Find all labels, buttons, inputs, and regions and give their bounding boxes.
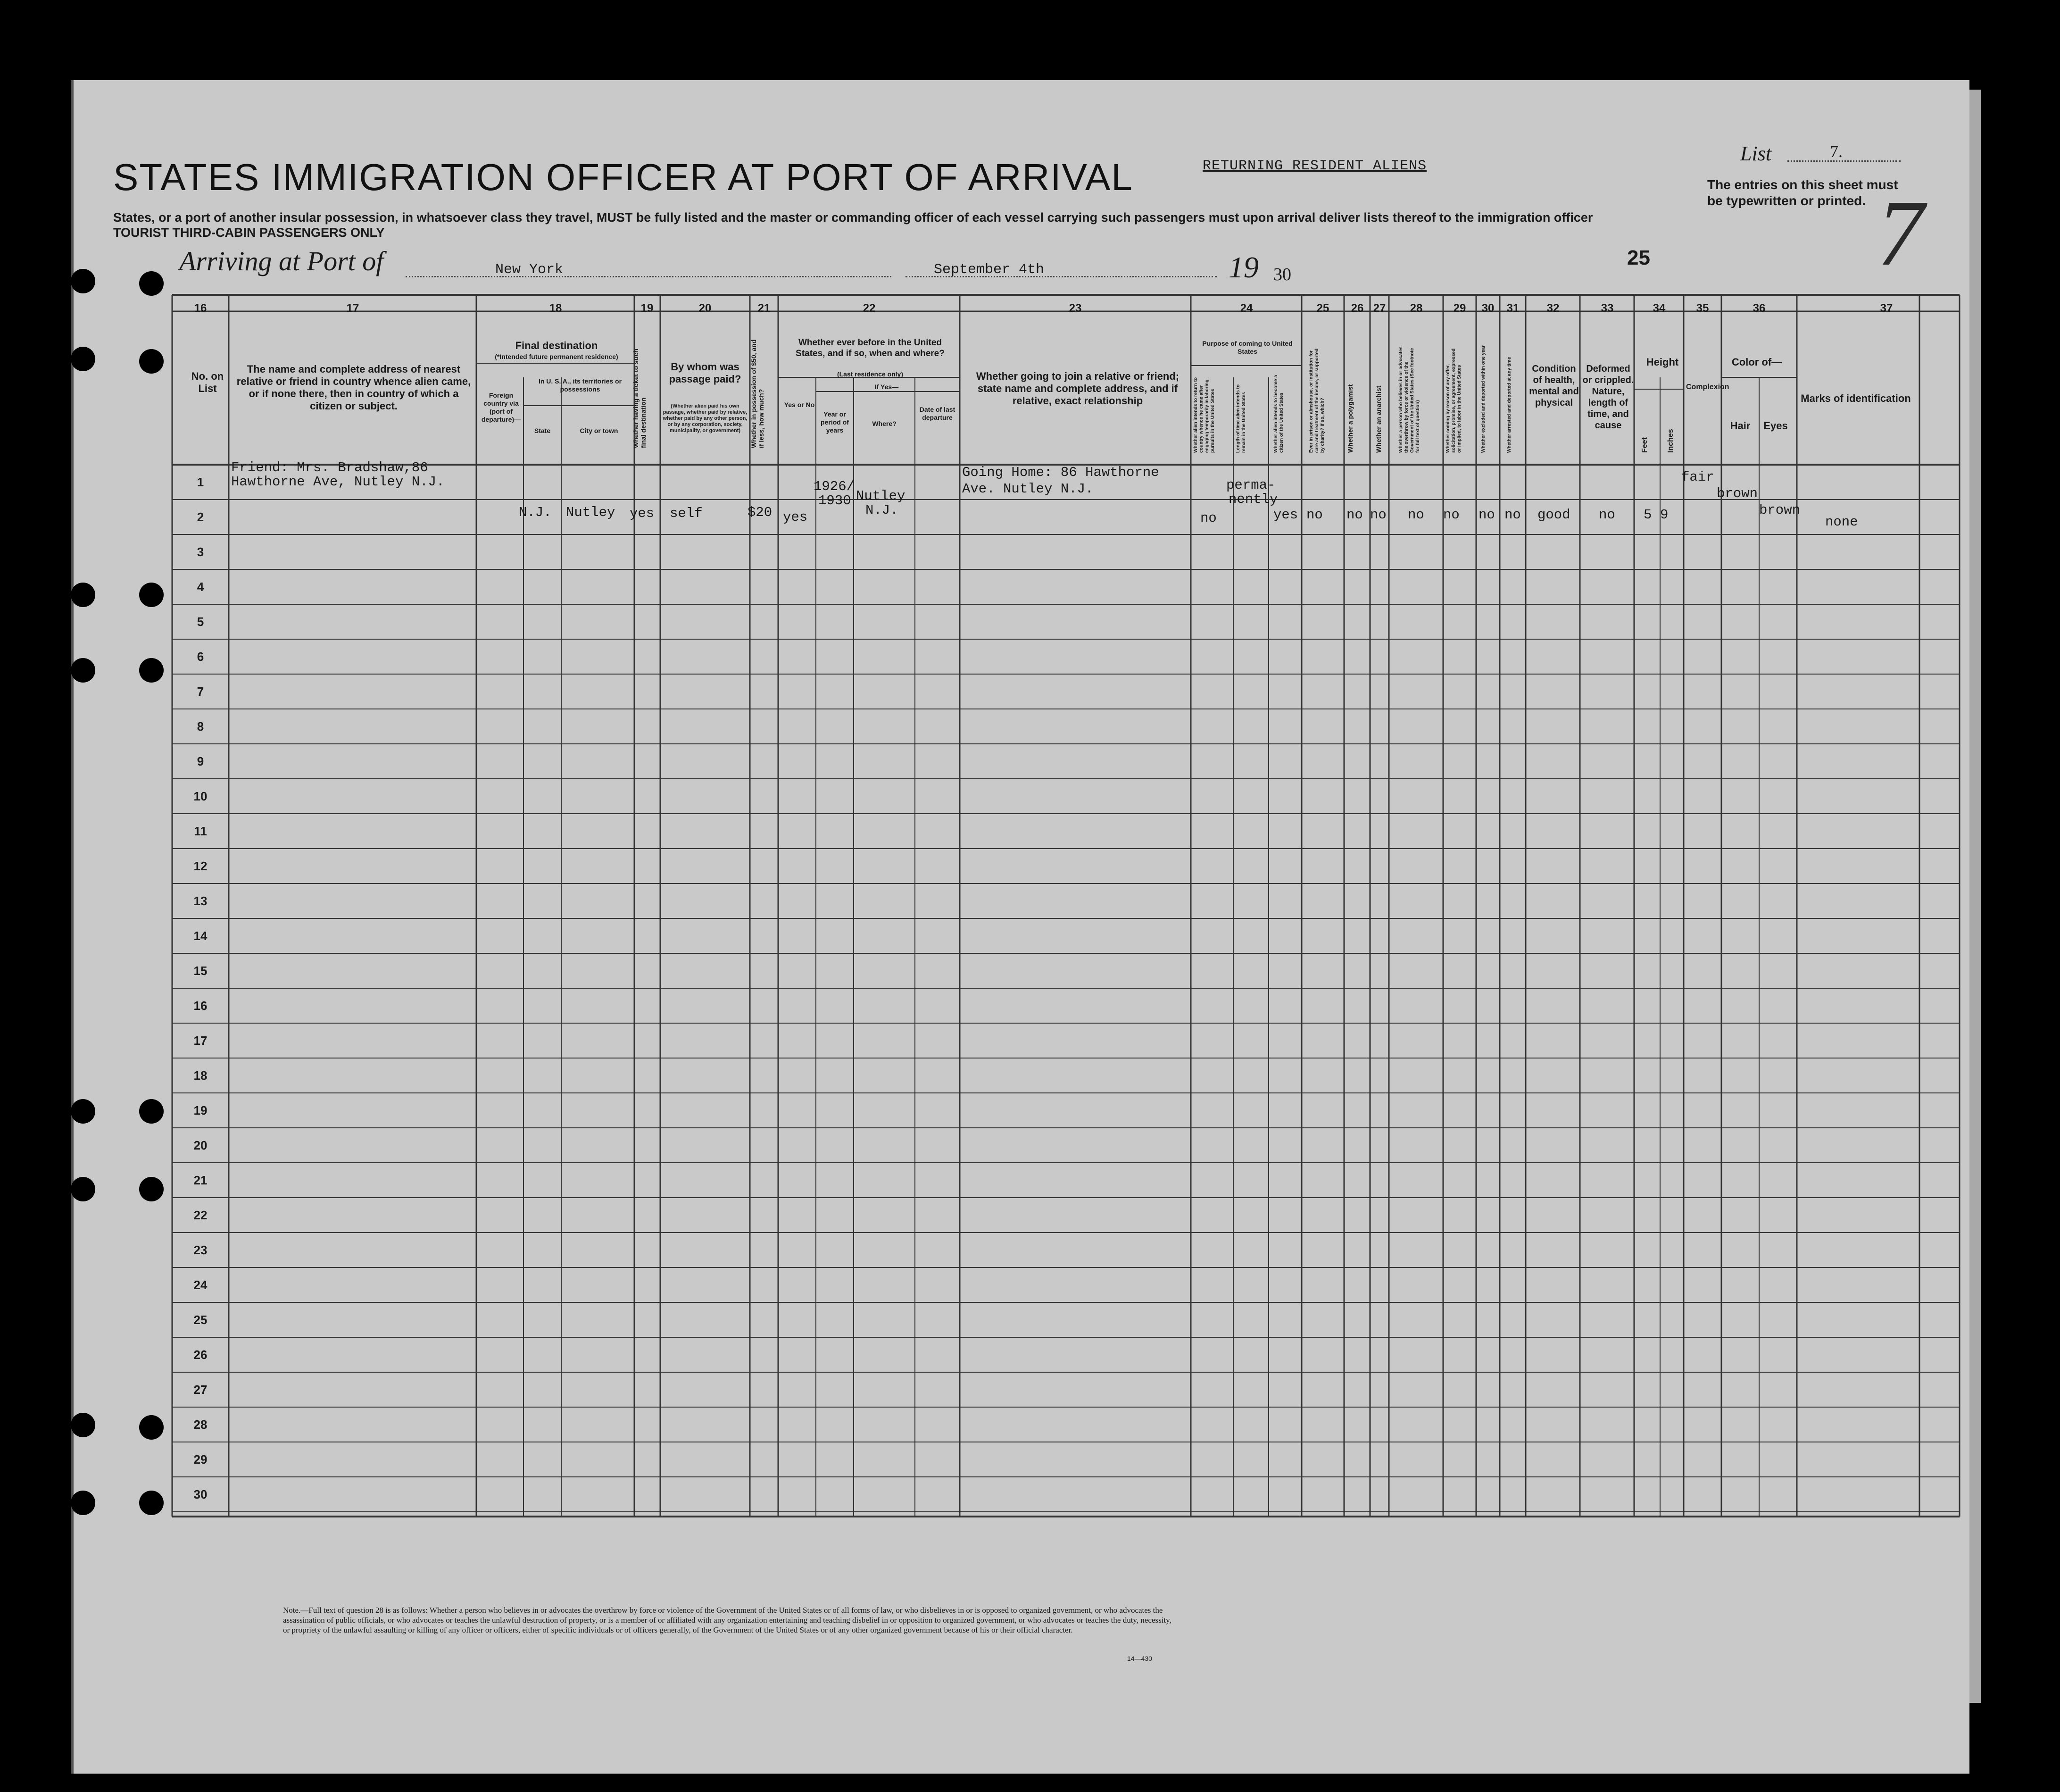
col-30-header: Whether excluded and deported within one year — [1481, 345, 1486, 453]
polygamist-value: no — [1346, 507, 1363, 523]
where-line1: Nutley — [856, 488, 905, 504]
col-22-title: Whether ever before in the United States, and if so, when and where? — [796, 338, 945, 358]
length-line2: nently — [1229, 492, 1278, 507]
row-number: 17 — [193, 1034, 208, 1048]
col-22-subtitle: (Last residence only) — [837, 370, 904, 378]
col-24-length: Length of time alien intends to remain in the United States — [1236, 384, 1246, 453]
col-17-header: The name and complete address of nearest relative or friend in country whence alien came, or if none there, then in country of which a citizen or subject. — [236, 363, 471, 412]
col-25-header: Ever in prison or almshouse, or institution for care and treatment of the insane, or supported by charity? If so, which? — [1309, 348, 1325, 453]
row-number: 21 — [193, 1173, 208, 1187]
col-18-state: State — [534, 427, 551, 434]
anarchist-value: no — [1370, 507, 1387, 523]
year-prefix: 19 — [1229, 250, 1259, 284]
column-number: 35 — [1696, 302, 1709, 315]
health-value: good — [1537, 507, 1570, 523]
typewrite-instruction: The entries on this sheet must be typewritten or printed. — [1707, 177, 1898, 208]
page-number: 25 — [1627, 246, 1650, 269]
row-number: 26 — [193, 1348, 208, 1362]
col-16-header: No. on List — [191, 370, 224, 394]
col-26-header: Whether a polygamist — [1346, 384, 1354, 453]
column-number: 22 — [863, 302, 876, 315]
joining-line1: Going Home: 86 Hawthorne — [962, 465, 1159, 480]
height-feet-value: 5 — [1644, 507, 1652, 523]
column-number: 20 — [698, 302, 712, 315]
passage-paid-value: self — [670, 506, 703, 521]
column-number: 24 — [1240, 302, 1253, 315]
column-number: 19 — [640, 302, 654, 315]
deformed-value: no — [1599, 507, 1615, 523]
column-number: 23 — [1069, 302, 1082, 315]
identification-marks-value: none — [1825, 514, 1858, 530]
col-20-detail: (Whether alien paid his own passage, whether paid by relative, whether paid by any other person, or by any corporation, society, municipality, or government) — [663, 403, 748, 433]
passenger-class-line: TOURIST THIRD-CABIN PASSENGERS ONLY — [113, 225, 385, 240]
col-28-header: Whether a person who believes in or advocates the overthrow by force or violence of the Government of the United States (See footnote for full text of question) — [1398, 346, 1420, 453]
length-line1: perma- — [1226, 477, 1276, 493]
row-number: 28 — [193, 1417, 208, 1432]
column-number: 32 — [1546, 302, 1560, 315]
labor-offer-value: no — [1443, 507, 1460, 523]
prison-value: no — [1306, 507, 1323, 523]
row-number: 25 — [193, 1313, 208, 1327]
column-number: 33 — [1601, 302, 1614, 315]
row-number: 24 — [193, 1278, 208, 1292]
column-number: 21 — [757, 302, 771, 315]
col-22-date: Date of last departure — [919, 406, 955, 421]
col-22-where: Where? — [872, 420, 897, 427]
list-label: List — [1740, 142, 1772, 165]
column-number: 17 — [346, 302, 359, 315]
arriving-label: Arriving at Port of — [179, 246, 384, 276]
joining-line2: Ave. Nutley N.J. — [962, 481, 1094, 497]
col-34-inches: Inches — [1667, 429, 1675, 453]
col-22-yes-no: Yes or No — [784, 401, 815, 408]
row-number: 29 — [193, 1452, 208, 1467]
destination-city: Nutley — [566, 505, 615, 520]
row-number: 27 — [193, 1383, 208, 1397]
row-number: 18 — [193, 1068, 208, 1083]
row-number: 16 — [193, 999, 208, 1013]
col-20-header: By whom was passage paid? — [669, 361, 741, 385]
returning-resident-stamp: RETURNING RESIDENT ALIENS — [1203, 158, 1427, 174]
col-24-title: Purpose of coming to United States — [1202, 340, 1293, 355]
row-number: 4 — [197, 580, 204, 594]
row-number: 23 — [193, 1243, 208, 1257]
col-31-header: Whether arrested and deported at any time — [1507, 357, 1512, 453]
column-number: 34 — [1653, 302, 1666, 315]
row-number: 2 — [197, 510, 204, 524]
row-number: 6 — [197, 650, 204, 664]
port-of-arrival: New York — [495, 262, 564, 278]
column-number: 26 — [1351, 302, 1364, 315]
col-36-hair: Hair — [1730, 420, 1751, 432]
ticket-value: yes — [630, 506, 655, 521]
arrival-date: September 4th — [934, 262, 1045, 278]
col-37-header: Marks of identification — [1801, 392, 1911, 404]
col-21-header: Whether in possession of $50, and if less, how much? — [750, 339, 765, 448]
col-29-header: Whether coming by reason of any offer, solicitation, promise, or agreement, expressed or implied, to labor in the United States — [1445, 348, 1462, 453]
relative-address-line2: Hawthorne Ave, Nutley N.J. — [231, 474, 445, 490]
year-suffix: 30 — [1273, 265, 1291, 284]
row-number: 19 — [193, 1103, 208, 1117]
col-18-subtitle: (*Intended future permanent residence) — [495, 353, 618, 360]
column-number: 30 — [1481, 302, 1495, 315]
col-22-if-yes: If Yes— — [874, 383, 899, 391]
col-19-header: Whether having a ticket to such final destination — [632, 349, 647, 448]
col-27-header: Whether an anarchist — [1375, 385, 1382, 453]
row-number: 12 — [193, 859, 208, 873]
row-number: 14 — [193, 929, 208, 943]
col-35-header: Complexion — [1686, 383, 1729, 391]
col-32-header: Condition of health, mental and physical — [1529, 364, 1579, 408]
citizen-value: yes — [1273, 507, 1298, 523]
col-24-return: Whether alien intends to return to country whence he came after engaging temporarily in laboring pursuits in the United States — [1193, 377, 1215, 453]
column-number: 31 — [1506, 302, 1520, 315]
before-us-value: yes — [783, 509, 808, 525]
form-number: 14—430 — [1127, 1655, 1152, 1662]
form-title: STATES IMMIGRATION OFFICER AT PORT OF ARRIVAL — [113, 156, 1133, 198]
row-number: 15 — [193, 964, 208, 978]
row-number: 11 — [194, 824, 207, 838]
complexion-value: fair — [1681, 469, 1714, 485]
row-number: 10 — [193, 789, 208, 803]
intends-return-value: no — [1200, 510, 1217, 526]
col-18-title: Final destination — [515, 340, 598, 351]
relative-address-line1: Friend: Mrs. Bradshaw,86 — [231, 460, 428, 475]
col-36-header: Color of— — [1731, 356, 1782, 368]
column-number: 36 — [1753, 302, 1766, 315]
col-33-header: Deformed or crippled. Nature, length of time, and cause — [1582, 364, 1634, 431]
column-number: 29 — [1453, 302, 1466, 315]
destination-state: N.J. — [519, 505, 552, 520]
where-line2: N.J. — [865, 502, 898, 518]
column-number: 25 — [1316, 302, 1329, 315]
row-number: 20 — [193, 1138, 208, 1152]
hair-color-value: brown — [1717, 486, 1758, 501]
col-34-feet: Feet — [1641, 437, 1649, 453]
handwritten-page-mark: 7 — [1877, 181, 1924, 285]
col-18-city: City or town — [580, 427, 618, 434]
col-22-year: Year or period of years — [821, 410, 849, 434]
column-number: 28 — [1410, 302, 1423, 315]
col-18-usa: In U. S. A., its territories or possessions — [538, 377, 622, 393]
eye-color-value: brown — [1759, 502, 1801, 518]
row-number: 22 — [193, 1208, 208, 1222]
col-24-citizen: Whether alien intends to become a citizen of the United States — [1273, 375, 1284, 453]
excluded-value: no — [1479, 507, 1495, 523]
height-inches-value: 9 — [1660, 507, 1669, 523]
row-number: 3 — [197, 545, 204, 559]
overthrow-value: no — [1408, 507, 1424, 523]
list-number: 7. — [1830, 142, 1843, 161]
footnote-question-28: Note.—Full text of question 28 is as follows: Whether a person who believes in or advocates the overthrow by force or violence of the Government of the United States or of all forms of law, or who disbelieves in or is opposed to organized government, or who advocates the assassination of public officials, or who advocates or teaches the unlawful destruction of property, or is a member of or affiliated with any organization entertaining and teaching disbelief in or opposition to organized government, or who advocates or teaches the duty, necessity, or propriety of the unlawful assaulting or killing of any officer or officers, either of specific individuals or of officers generally, of the Government of the United States or of any other organized government because of his or their official character. — [283, 1606, 1171, 1634]
row-number: 1 — [197, 475, 204, 489]
arrested-value: no — [1504, 507, 1521, 523]
money-value: $20 — [748, 505, 772, 520]
row-number: 7 — [197, 684, 204, 699]
instructions-line: States, or a port of another insular possession, in whatsoever class they travel, MUST be fully listed and the master or commanding officer of each vessel carrying such passengers must upon arrival deliver lists thereof to the immigration officer — [113, 210, 1593, 225]
years-line1: 1926/ — [814, 479, 855, 494]
row-number: 30 — [193, 1487, 208, 1501]
row-number: 9 — [197, 754, 204, 768]
col-36-eyes: Eyes — [1763, 420, 1788, 432]
column-number: 18 — [549, 302, 562, 315]
years-line2: 1930 — [818, 493, 851, 508]
column-number: 27 — [1373, 302, 1386, 315]
column-number: 16 — [194, 302, 207, 315]
col-18-foreign: Foreign country via (port of departure)— — [481, 392, 521, 423]
col-23-header: Whether going to join a relative or friend; state name and complete address, and if relative, exact relationship — [976, 370, 1180, 407]
row-number: 13 — [193, 894, 208, 908]
row-number: 8 — [197, 719, 204, 733]
row-number: 5 — [197, 615, 204, 629]
column-number: 37 — [1880, 302, 1893, 315]
col-34-header: Height — [1646, 356, 1679, 368]
